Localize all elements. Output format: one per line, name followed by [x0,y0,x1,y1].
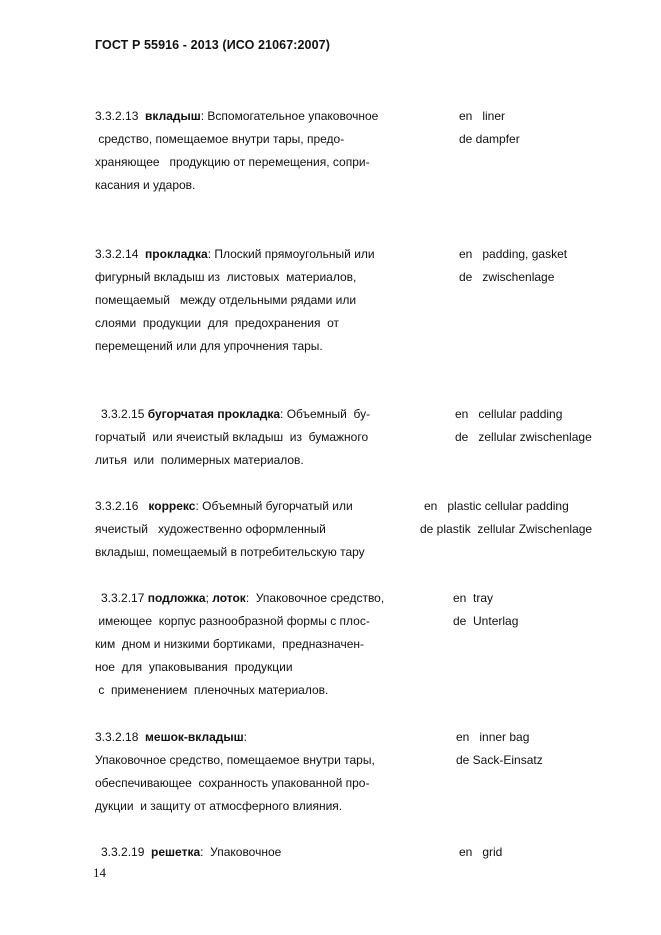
term: лоток [212,591,246,605]
term: решетка [151,845,201,859]
translation-en: en inner bag [456,730,530,744]
translation-en: en cellular padding [455,407,563,421]
translation-de: de dampfer [459,132,520,146]
entry-3-3-2-15-line-1: 3.3.2.15 бугорчатая прокладка: Объемный бу- [101,407,371,421]
entry-3-3-2-16-line-1: 3.3.2.16 коррекс: Объемный бугорчатый или [95,499,353,513]
entry-line: с применением пленочных материалов. [95,683,329,697]
term: подложка [147,591,206,605]
entry-line: ное для упаковывания продукции [95,660,293,674]
entry-3-3-2-19-line-1: 3.3.2.19 решетка: Упаковочное [101,845,282,859]
translation-en: en grid [459,845,503,859]
entry-line: литья или полимерных материалов. [95,453,304,467]
translation-de: de zellular zwischenlage [455,430,592,444]
translation-de: de zwischenlage [459,270,555,284]
entry-line: ячеистый художественно оформленный [95,522,326,536]
entry-3-3-2-17-line-1: 3.3.2.17 подложка; лоток: Упаковочное средство, [101,591,385,605]
term: бугорчатая прокладка [147,407,281,421]
term: мешок-вкладыш [145,730,244,744]
translation-de: de Unterlag [453,614,519,628]
page-number: 14 [93,865,106,880]
translation-de: de plastik zellular Zwischenlage [420,522,593,536]
translation-en: en padding, gasket [459,247,568,261]
entry-line: обеспечивающее сохранность упакованной про- [95,776,370,790]
entry-line: Упаковочное средство, помещаемое внутри тары, [95,753,375,767]
entry-line: средство, помещаемое внутри тары, предо- [95,132,345,146]
entry-line: горчатый или ячеистый вкладыш из бумажного [95,430,369,444]
entry-line: перемещений или для упрочнения тары. [95,339,323,353]
term: прокладка [145,247,208,261]
entry-line: фигурный вкладыш из листовых материалов, [95,270,357,284]
entry-line: слоями продукции для предохранения от [95,316,340,330]
entry-line: ким дном и низкими бортиками, предназначен- [95,637,365,651]
translation-en: en tray [453,591,494,605]
entry-3-3-2-14-line-1: 3.3.2.14 прокладка: Плоский прямоугольный или [95,247,375,261]
entry-line: имеющее корпус разнообразной формы с плос- [95,614,370,628]
entry-line: дукции и защиту от атмосферного влияния. [95,799,343,813]
entry-line: помещаемый между отдельными рядами или [95,293,357,307]
term: коррекс [148,499,196,513]
translation-de: de Sack-Einsatz [456,753,543,767]
translation-en: en plastic cellular padding [424,499,569,513]
entry-3-3-2-18-line-1: 3.3.2.18 мешок-вкладыш: [95,730,247,744]
entry-line: храняющее продукцию от перемещения, сопри- [95,155,370,169]
document-header: ГОСТ Р 55916 - 2013 (ИСО 21067:2007) [95,38,330,52]
entry-line: касания и ударов. [95,178,196,192]
entry-3-3-2-13-line-1: 3.3.2.13 вкладыш: Вспомогательное упаковочное [95,109,379,123]
translation-en: en liner [459,109,506,123]
entry-line: вкладыш, помещаемый в потребительскую тару [95,545,365,559]
term: вкладыш [145,109,201,123]
